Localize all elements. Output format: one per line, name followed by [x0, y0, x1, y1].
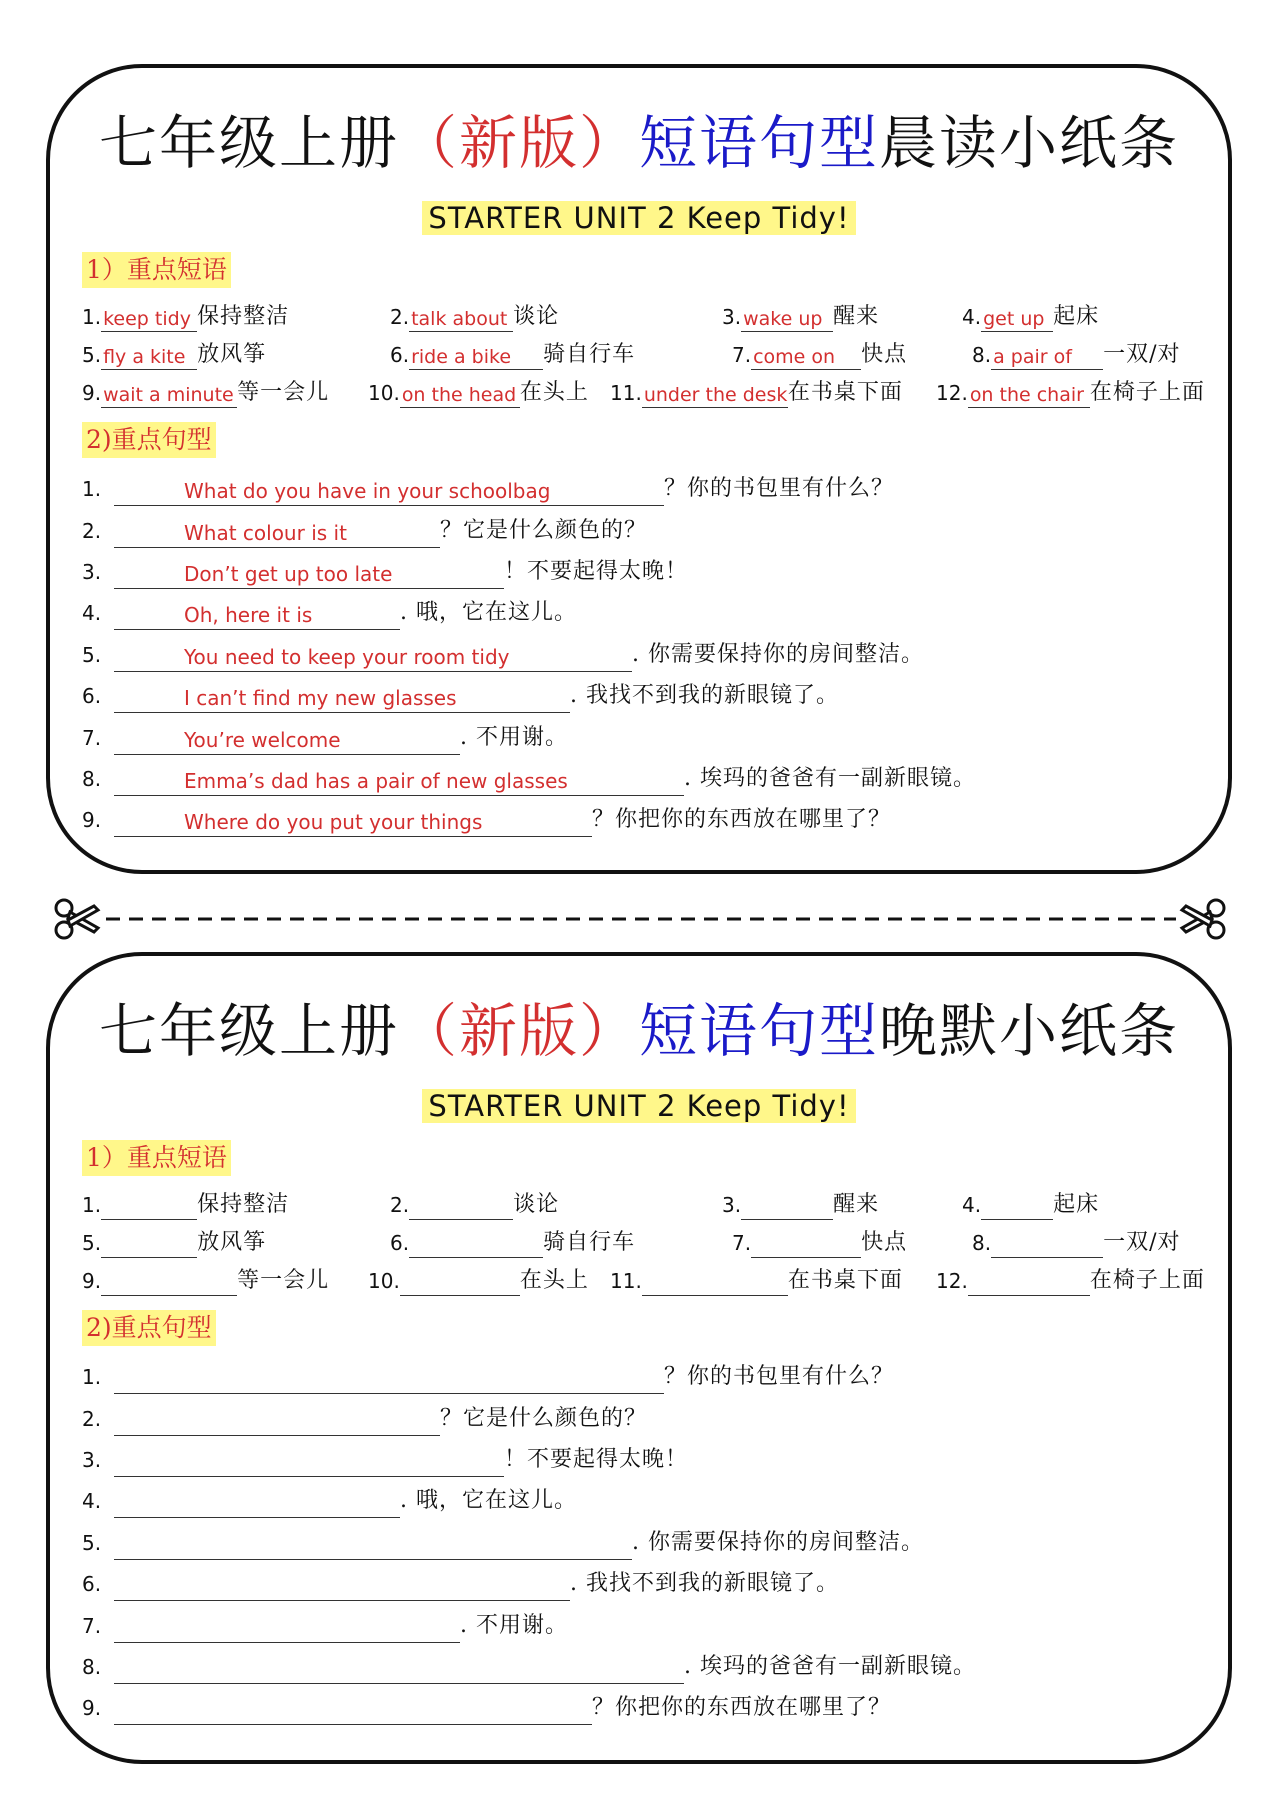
phrase-blank-line[interactable]	[991, 1232, 1103, 1258]
section-phrases-heading: 1）重点短语	[82, 1140, 231, 1176]
phrase-item: 8. a pair of 一双/对	[972, 342, 1181, 368]
phrase-answer: wait a minute	[101, 382, 237, 408]
sentence-blank-line[interactable]	[114, 1695, 592, 1725]
phrase-blank-line[interactable]	[751, 1232, 861, 1258]
sentence-blank: 8. . 埃玛的爸爸有一副新眼镜。	[82, 1650, 976, 1684]
sentence-item: 7. You’re welcome . 不用谢。	[82, 721, 568, 755]
sentence-blank: 3. ！不要起得太晚！	[82, 1443, 688, 1477]
phrase-blank-line[interactable]	[409, 1194, 513, 1220]
sentence-answer: You need to keep your room tidy	[114, 642, 632, 672]
phrase-item: 12. on the chair 在椅子上面	[936, 380, 1205, 406]
section-sentences-heading: 2)重点句型	[82, 1310, 216, 1346]
title-grade: 七年级上册	[98, 997, 399, 1065]
title-type: 晚默小纸条	[879, 997, 1180, 1065]
phrase-answer: keep tidy	[101, 306, 197, 332]
phrase-blank-line[interactable]	[968, 1270, 1090, 1296]
phrase-answer: on the head	[400, 382, 520, 408]
sentence-blank-line[interactable]	[114, 1571, 570, 1601]
phrase-answer: fly a kite	[101, 344, 197, 370]
sentence-answer: What do you have in your schoolbag	[114, 476, 664, 506]
section-sentences-heading: 2)重点句型	[82, 422, 216, 458]
sentence-item: 1. What do you have in your schoolbag ？你的书包里有什么？	[82, 472, 894, 506]
phrase-answer: on the chair	[968, 382, 1090, 408]
phrase-item: 4. get up 起床	[962, 304, 1100, 330]
phrase-answer: under the desk	[643, 384, 788, 406]
sentence-item: 2. What colour is it ？它是什么颜色的？	[82, 514, 647, 548]
sentence-item: 3. Don’t get up too late ！不要起得太晚！	[82, 555, 688, 589]
phrase-answer: get up	[981, 306, 1053, 332]
sentence-answer: You’re welcome	[114, 725, 460, 755]
phrase-blank-line[interactable]	[981, 1194, 1053, 1220]
title-type: 晨读小纸条	[879, 109, 1180, 177]
sentence-blank: 9. ？你把你的东西放在哪里了？	[82, 1691, 891, 1725]
unit-heading: STARTER UNIT 2 Keep Tidy!	[50, 196, 1228, 245]
sentence-blank: 5. . 你需要保持你的房间整洁。	[82, 1526, 924, 1560]
sentence-blank-line[interactable]	[114, 1530, 632, 1560]
card-title	[50, 108, 1228, 178]
phrase-blank: 12. 在椅子上面	[936, 1266, 1205, 1296]
phrase-blank: 5. 放风筝	[82, 1228, 266, 1258]
phrase-blank-line[interactable]	[101, 1270, 237, 1296]
unit-heading: STARTER UNIT 2 Keep Tidy!	[50, 1084, 1228, 1133]
phrase-answer: wake up	[741, 306, 833, 332]
phrase-blank: 9. 等一会儿	[82, 1266, 329, 1296]
phrase-item: 1. keep tidy 保持整洁	[82, 304, 290, 330]
sentence-item: 8. Emma’s dad has a pair of new glasses . 埃玛的爸爸有一副新眼镜。	[82, 762, 976, 796]
phrase-answer: come on	[751, 344, 861, 370]
phrase-item: 6. ride a bike 骑自行车	[390, 342, 636, 368]
phrase-blank: 2. 谈论	[390, 1190, 559, 1220]
cut-line	[50, 894, 1230, 944]
title-edition: （新版）	[398, 997, 639, 1065]
phrase-blank-line[interactable]	[101, 1194, 197, 1220]
phrase-blank-line[interactable]	[741, 1194, 833, 1220]
sentence-blank: 6. . 我找不到我的新眼镜了。	[82, 1567, 839, 1601]
phrase-item: 10. on the head 在头上	[368, 380, 589, 406]
scissors-icon	[1182, 900, 1224, 938]
sentence-blank: 4. . 哦，它在这儿。	[82, 1484, 577, 1518]
sentence-blank-line[interactable]	[114, 1447, 504, 1477]
morning-reading-card	[46, 64, 1232, 874]
sentence-blank-line[interactable]	[114, 1654, 684, 1684]
phrase-blank: 4. 起床	[962, 1190, 1099, 1220]
sentence-item: 9. Where do you put your things ？你把你的东西放在哪里了？	[82, 803, 891, 837]
sentence-blank: 1. ？你的书包里有什么？	[82, 1360, 894, 1394]
phrase-blank: 10. 在头上	[368, 1266, 589, 1296]
phrase-answer: talk about	[409, 306, 513, 332]
evening-dictation-card	[46, 952, 1232, 1764]
phrase-item: 3. wake up 醒来	[722, 304, 880, 330]
sentence-answer: Where do you put your things	[114, 807, 592, 837]
phrase-blank: 11. 在书桌下面	[610, 1266, 903, 1296]
sentence-blank-line[interactable]	[114, 1488, 400, 1518]
title-topic: 短语句型	[639, 109, 880, 177]
phrase-item: 11. under the desk 在书桌下面	[610, 380, 903, 406]
phrase-item: 9. wait a minute 等一会儿	[82, 380, 330, 406]
phrase-blank: 8. 一双/对	[972, 1228, 1181, 1258]
sentence-blank: 2. ？它是什么颜色的？	[82, 1402, 647, 1436]
sentence-blank: 7. . 不用谢。	[82, 1609, 568, 1643]
sentence-blank-line[interactable]	[114, 1613, 460, 1643]
sentence-answer: Don’t get up too late	[114, 559, 504, 589]
sentence-answer: Oh, here it is	[114, 600, 400, 630]
phrase-blank: 6. 骑自行车	[390, 1228, 635, 1258]
title-edition: （新版）	[398, 109, 639, 177]
sentence-answer: What colour is it	[114, 518, 440, 548]
phrase-answer: ride a bike	[409, 344, 543, 370]
sentence-item: 5. You need to keep your room tidy . 你需要保持你的房间整洁。	[82, 638, 924, 672]
sentence-answer: I can’t find my new glasses	[114, 683, 570, 713]
title-grade: 七年级上册	[98, 109, 399, 177]
title-topic: 短语句型	[639, 997, 880, 1065]
phrase-blank-line[interactable]	[400, 1270, 520, 1296]
scissors-icon	[56, 900, 98, 938]
phrase-blank: 7. 快点	[732, 1228, 907, 1258]
sentence-item: 6. I can’t find my new glasses . 我找不到我的新眼镜了。	[82, 679, 839, 713]
section-phrases-heading: 1）重点短语	[82, 252, 231, 288]
sentence-item: 4. Oh, here it is . 哦，它在这儿。	[82, 596, 577, 630]
phrase-blank: 3. 醒来	[722, 1190, 879, 1220]
sentence-blank-line[interactable]	[114, 1406, 440, 1436]
card-title	[50, 996, 1228, 1066]
phrase-answer: a pair of	[991, 344, 1103, 370]
sentence-answer: Emma’s dad has a pair of new glasses	[114, 766, 684, 796]
phrase-blank-line[interactable]	[409, 1232, 543, 1258]
phrase-blank: 1. 保持整洁	[82, 1190, 289, 1220]
sentence-blank-line[interactable]	[114, 1364, 664, 1394]
phrase-blank-line[interactable]	[642, 1270, 788, 1296]
phrase-blank-line[interactable]	[101, 1232, 197, 1258]
phrase-item: 5. fly a kite 放风筝	[82, 342, 267, 368]
phrase-item: 7. come on 快点	[732, 342, 908, 368]
phrase-item: 2. talk about 谈论	[390, 304, 560, 330]
